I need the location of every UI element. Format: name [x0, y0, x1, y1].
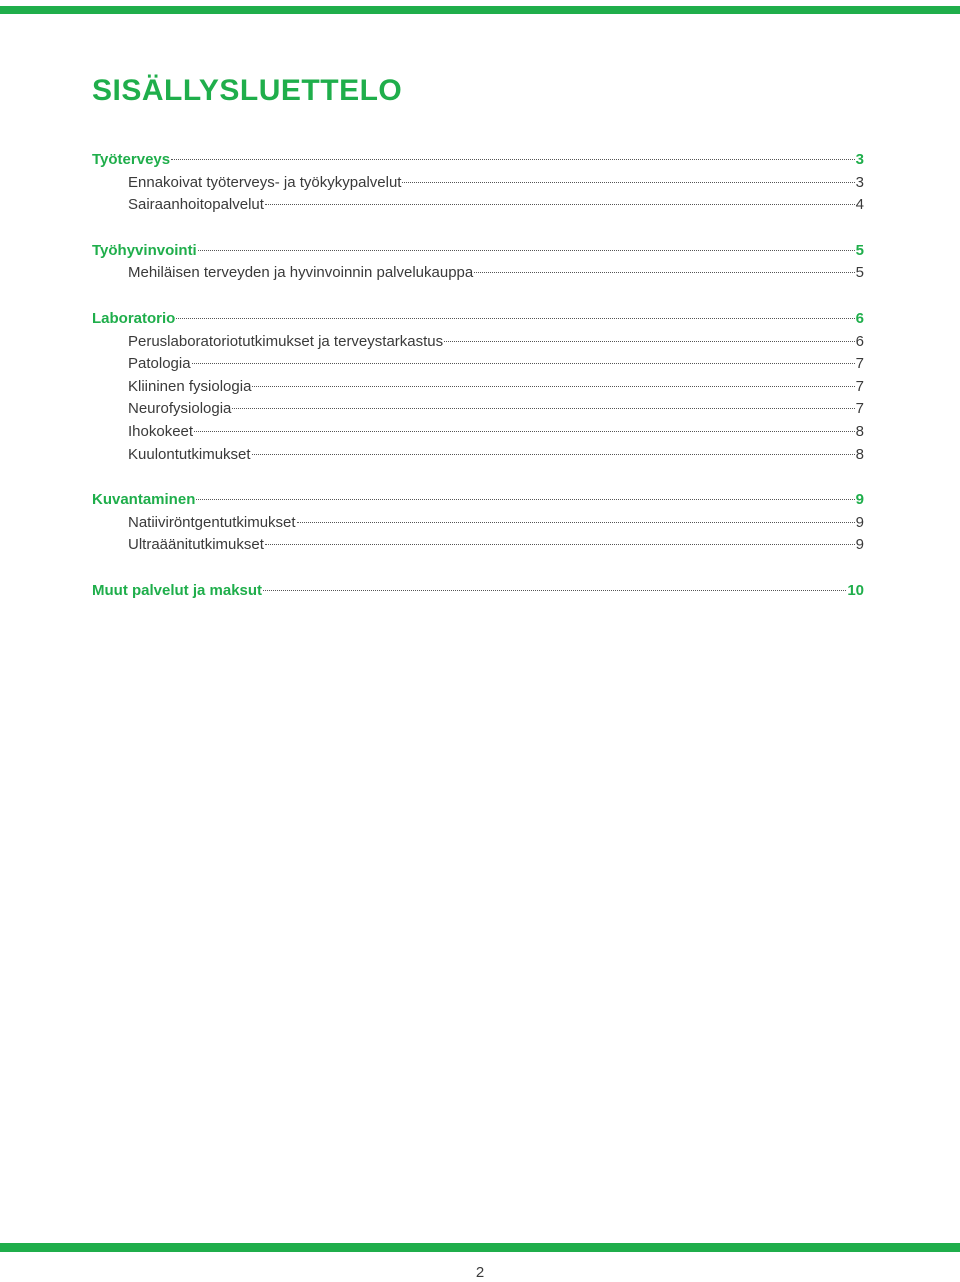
toc-entry-label: Kliininen fysiologia: [128, 377, 252, 395]
toc-entry-label: Työhyvinvointi: [92, 241, 197, 259]
toc-entry-sub[interactable]: [92, 512, 864, 535]
top-accent-bar: [0, 6, 960, 14]
toc-entry-label: Ihokokeet: [128, 422, 194, 440]
toc-entry-label: Laboratorio: [92, 309, 176, 327]
toc-entry-main[interactable]: [92, 308, 864, 331]
toc-page-number: 3: [855, 173, 864, 191]
toc-page-number: 6: [855, 332, 864, 350]
toc-entry-sub[interactable]: [92, 376, 864, 399]
toc-entry-sub[interactable]: [92, 421, 864, 444]
toc-entry-label: Peruslaboratoriotutkimukset ja terveystarkastus: [128, 332, 444, 350]
toc-entry-main[interactable]: [92, 240, 864, 263]
dot-leader: [252, 386, 854, 387]
toc-page-number: 9: [855, 513, 864, 531]
toc-section: [92, 580, 864, 603]
toc-page-number: 8: [855, 422, 864, 440]
toc-entry-label: Natiiviröntgentutkimukset: [128, 513, 296, 531]
dot-leader: [263, 590, 846, 591]
toc-section: [92, 240, 864, 285]
dot-leader: [252, 454, 855, 455]
dot-leader: [192, 363, 855, 364]
toc-page-number: 9: [855, 536, 864, 554]
table-of-contents: [92, 149, 864, 626]
dot-leader: [444, 341, 855, 342]
toc-section: [92, 149, 864, 217]
toc-entry-label: Ennakoivat työterveys- ja työkykypalvelut: [128, 173, 402, 191]
toc-page-number: 4: [855, 196, 864, 214]
toc-entry-sub[interactable]: [92, 534, 864, 557]
toc-entry-label: Kuvantaminen: [92, 491, 196, 509]
toc-entry-main[interactable]: [92, 149, 864, 172]
toc-page-number: 6: [855, 309, 864, 327]
toc-entry-main[interactable]: [92, 580, 864, 603]
dot-leader: [402, 182, 854, 183]
page-number: 2: [475, 1264, 485, 1281]
dot-leader: [196, 499, 854, 500]
toc-page-number: 10: [847, 581, 864, 599]
toc-entry-sub[interactable]: [92, 194, 864, 217]
dot-leader: [265, 544, 855, 545]
dot-leader: [297, 522, 855, 523]
toc-page-number: 7: [855, 400, 864, 418]
toc-entry-sub[interactable]: [92, 353, 864, 376]
toc-entry-label: Sairaanhoitopalvelut: [128, 196, 264, 214]
toc-entry-label: Mehiläisen terveyden ja hyvinvoinnin palvelukauppa: [128, 264, 474, 282]
toc-page-number: 8: [855, 445, 864, 463]
bottom-accent-bar: [0, 1243, 960, 1252]
dot-leader: [171, 159, 855, 160]
toc-entry-label: Kuulontutkimukset: [128, 445, 251, 463]
toc-entry-label: Muut palvelut ja maksut: [92, 581, 263, 599]
toc-entry-sub[interactable]: [92, 398, 864, 421]
toc-page-number: 5: [855, 241, 864, 259]
toc-entry-label: Patologia: [128, 355, 191, 373]
toc-page-number: 3: [855, 151, 864, 168]
dot-leader: [198, 250, 855, 251]
toc-page-number: 9: [855, 491, 864, 509]
toc-entry-sub[interactable]: [92, 172, 864, 195]
toc-page-number: 7: [855, 355, 864, 373]
dot-leader: [232, 408, 854, 409]
toc-section: [92, 489, 864, 557]
toc-page-number: 5: [855, 264, 864, 282]
toc-entry-label: Neurofysiologia: [128, 400, 232, 418]
dot-leader: [474, 272, 854, 273]
dot-leader: [265, 204, 855, 205]
toc-page-number: 7: [855, 377, 864, 395]
toc-entry-main[interactable]: [92, 489, 864, 512]
dot-leader: [194, 431, 855, 432]
toc-entry-sub[interactable]: [92, 331, 864, 354]
dot-leader: [176, 318, 854, 319]
toc-entry-label: Ultraäänitutkimukset: [128, 536, 264, 554]
toc-entry-sub[interactable]: [92, 444, 864, 467]
page-title: SISÄLLYSLUETTELO: [92, 74, 403, 107]
toc-entry-sub[interactable]: [92, 262, 864, 285]
toc-entry-label: Työterveys: [92, 151, 171, 168]
toc-section: [92, 308, 864, 466]
